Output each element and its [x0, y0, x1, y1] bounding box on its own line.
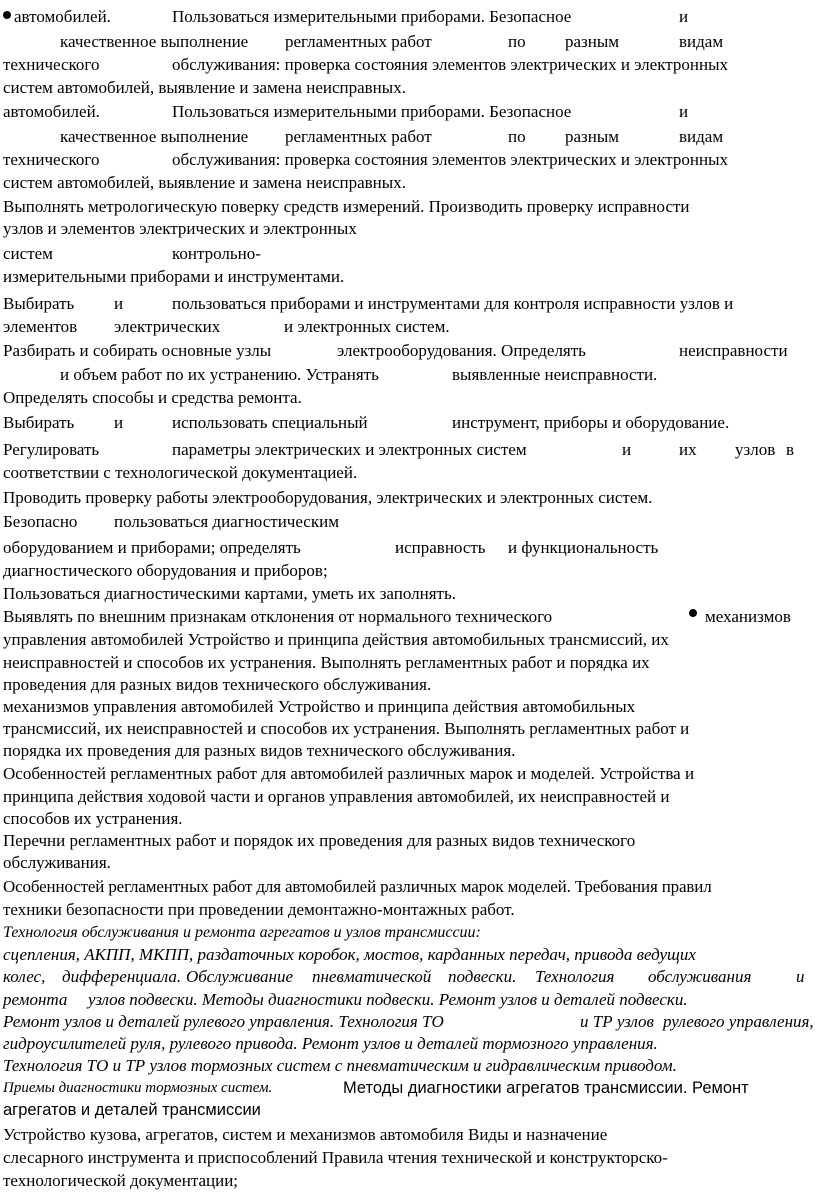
text-line: гидроусилителей руля, рулевого привода. Ремонт узлов и деталей тормозного управления. [3, 1034, 658, 1053]
text-segment: Выбирать [3, 413, 75, 432]
text-segment: автомобилей. [14, 7, 111, 26]
text-segment: электрических [114, 317, 221, 336]
text-segment: подвески. [448, 967, 517, 986]
text-segment: и ТР узлов [580, 1012, 654, 1031]
text-line: управления автомобилей Устройство и принципа действия автомобильных трансмиссий, их [3, 630, 669, 649]
text-line: соответствии с технологической документацией. [3, 463, 358, 482]
text-segment: Приемы диагностики тормозных систем. [3, 1080, 273, 1096]
text-line: Устройство кузова, агрегатов, систем и механизмов автомобиля Виды и назначение [3, 1125, 608, 1144]
text-segment: исправность [395, 538, 486, 557]
text-line: узлов и элементов электрических и электронных [3, 219, 357, 238]
text-segment: Безопасно [3, 512, 78, 531]
bullet-icon [3, 11, 11, 19]
text-line: Технология ТО и ТР узлов тормозных систем с пневматическим и гидравлическим приводом. [3, 1056, 677, 1075]
text-segment: по [508, 127, 526, 146]
text-segment: и объем работ по их устранению. Устранять [60, 365, 379, 384]
text-line: систем автомобилей, выявление и замена неисправных. [3, 173, 406, 192]
text-segment: Выбирать [3, 294, 75, 313]
text-segment: механизмов [705, 607, 791, 626]
text-segment: и электронных систем. [284, 317, 450, 336]
text-segment: пользоваться приборами и инструментами для контроля исправности узлов и [172, 294, 734, 313]
text-line: техники безопасности при проведении демонтажно-монтажных работ. [3, 900, 515, 919]
text-line: слесарного инструмента и приспособлений Правила чтения технической и конструкторско- [3, 1148, 668, 1167]
text-segment: качественное выполнение [60, 32, 249, 51]
text-segment: в [786, 440, 795, 459]
text-segment: неисправности [679, 341, 788, 360]
text-segment: регламентных работ [285, 127, 432, 146]
text-line: Определять способы и средства ремонта. [3, 388, 302, 407]
text-segment: и [114, 294, 124, 313]
text-segment: разным [565, 32, 620, 51]
text-segment: параметры электрических и электронных систем [172, 440, 527, 459]
text-segment: технического [3, 55, 100, 74]
text-segment: электрооборудования. Определять [337, 341, 586, 360]
text-segment: оборудованием и приборами; определять [3, 538, 301, 557]
text-line: Пользоваться диагностическими картами, уметь их заполнять. [3, 584, 456, 603]
text-segment: и [622, 440, 632, 459]
text-segment: Обслуживание [186, 967, 294, 986]
text-line: принципа действия ходовой части и органов управления автомобилей, их неисправностей и [3, 787, 670, 806]
text-segment: обслуживания: проверка состояния элементов электрических и электронных [172, 150, 728, 169]
text-segment: Разбирать и собирать основные узлы [3, 341, 272, 360]
text-segment: автомобилей. [3, 102, 100, 121]
text-segment: рулевого управления, [663, 1012, 814, 1031]
text-segment: регламентных работ [285, 32, 432, 51]
text-segment: Выявлять по внешним признакам отклонения от нормального технического [3, 607, 553, 626]
text-line: Проводить проверку работы электрооборудования, электрических и электронных систем. [3, 488, 653, 507]
bullet-icon [689, 609, 697, 617]
text-line: проведения для разных видов технического обслуживания. [3, 675, 432, 694]
text-segment: обслуживания: проверка состояния элементов электрических и электронных [172, 55, 728, 74]
text-segment: использовать специальный [172, 413, 368, 432]
text-segment: систем [3, 244, 53, 263]
text-segment: Технология [535, 967, 615, 986]
text-line: Выполнять метрологическую поверку средств измерений. Производить проверку исправности [3, 197, 690, 216]
text-segment: выявленные неисправности. [452, 365, 658, 384]
text-line: технологической документации; [3, 1171, 239, 1190]
text-segment: Пользоваться измерительными приборами. Безопасное [172, 102, 572, 121]
text-line: механизмов управления автомобилей Устройство и принципа действия автомобильных [3, 697, 636, 716]
text-line: агрегатов и деталей трансмиссии [3, 1101, 261, 1119]
text-segment: колес, [3, 967, 46, 986]
text-line: сцепления, АКПП, МКПП, раздаточных коробок, мостов, карданных передач, привода ведущих [3, 945, 696, 964]
text-line: порядка их проведения для разных видов технического обслуживания. [3, 741, 516, 760]
text-line: измерительными приборами и инструментами. [3, 267, 345, 286]
text-segment: обслуживания [648, 967, 752, 986]
text-line: Технология обслуживания и ремонта агрегатов и узлов трансмиссии: [3, 924, 481, 941]
text-line: неисправностей и способов их устранения. Выполнять регламентных работ и порядка их [3, 653, 650, 672]
text-segment: пневматической [312, 967, 432, 986]
text-line: Особенностей регламентных работ для автомобилей различных марок моделей. Требования правил [3, 877, 712, 896]
text-segment: дифференциала. [62, 967, 182, 986]
text-segment: их [679, 440, 697, 459]
text-segment: и функциональность [508, 538, 659, 557]
text-segment: и [679, 102, 689, 121]
text-line: трансмиссий, их неисправностей и способов их устранения. Выполнять регламентных работ и [3, 719, 690, 738]
text-segment: и [679, 7, 689, 26]
text-segment: разным [565, 127, 620, 146]
text-line: диагностического оборудования и приборов; [3, 561, 328, 580]
text-segment: видам [679, 127, 724, 146]
text-segment: инструмент, приборы и оборудование. [452, 413, 730, 432]
text-segment: Регулировать [3, 440, 100, 459]
text-segment: ремонта [3, 990, 68, 1009]
text-line: Перечни регламентных работ и порядок их проведения для разных видов технического [3, 831, 636, 850]
text-segment: технического [3, 150, 100, 169]
text-segment: узлов подвески. Методы диагностики подвески. Ремонт узлов и деталей подвески. [88, 990, 688, 1009]
text-line: обслуживания. [3, 853, 111, 872]
text-segment: Методы диагностики агрегатов трансмиссии. Ремонт [343, 1079, 749, 1097]
text-segment: Ремонт узлов и деталей рулевого управления. Технология ТО [3, 1012, 444, 1031]
text-line: систем автомобилей, выявление и замена неисправных. [3, 78, 406, 97]
text-line: Особенностей регламентных работ для автомобилей различных марок и моделей. Устройства и [3, 764, 695, 783]
text-segment: и [796, 967, 805, 986]
text-segment: узлов [735, 440, 776, 459]
text-segment: и [114, 413, 124, 432]
text-segment: Пользоваться измерительными приборами. Безопасное [172, 7, 572, 26]
text-segment: пользоваться диагностическим [114, 512, 339, 531]
text-segment: элементов [3, 317, 78, 336]
text-segment: контрольно- [172, 244, 261, 263]
text-segment: качественное выполнение [60, 127, 249, 146]
text-segment: по [508, 32, 526, 51]
text-segment: видам [679, 32, 724, 51]
text-line: способов их устранения. [3, 809, 183, 828]
